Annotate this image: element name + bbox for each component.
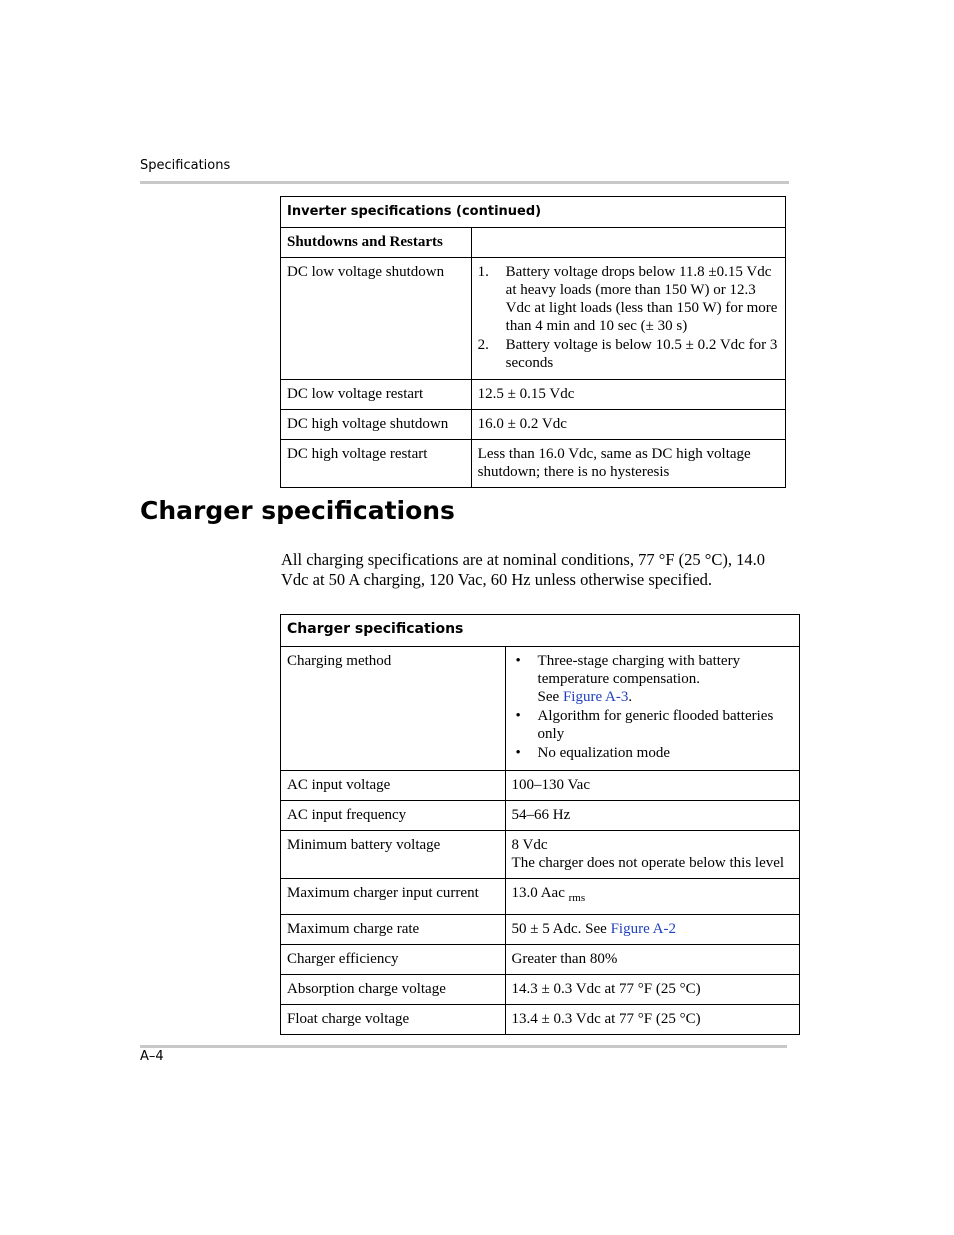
- row-label: DC low voltage shutdown: [281, 258, 472, 380]
- row-label: DC high voltage shutdown: [281, 410, 472, 440]
- table-row: [281, 831, 800, 879]
- list-item: • Algorithm for generic flooded batteries only: [512, 707, 793, 743]
- row-label: DC high voltage restart: [281, 440, 472, 488]
- row-label: Charger efficiency: [281, 945, 506, 975]
- row-value: 50 ± 5 Adc. See Figure A-2: [505, 915, 799, 945]
- row-value: 14.3 ± 0.3 Vdc at 77 °F (25 °C): [505, 975, 799, 1005]
- bullet-icon: •: [515, 653, 521, 669]
- row-value: 100–130 Vac: [505, 771, 799, 801]
- row-label: DC low voltage restart: [281, 380, 472, 410]
- table-row: [281, 380, 786, 410]
- row-value: [505, 647, 799, 771]
- rms-subscript: rms: [568, 892, 586, 904]
- row-value: 8 Vdc The charger does not operate below this level: [505, 831, 799, 879]
- figure-a2-link[interactable]: Figure A-2: [610, 921, 677, 937]
- group-heading: Shutdowns and Restarts: [281, 228, 472, 258]
- table-row: [281, 647, 800, 771]
- charger-spec-table: [280, 614, 800, 1035]
- row-value: 16.0 ± 0.2 Vdc: [471, 410, 785, 440]
- row-value: Less than 16.0 Vdc, same as DC high voltage shutdown; there is no hysteresis: [471, 440, 785, 488]
- footer-rule: [140, 1045, 787, 1048]
- table-row: [281, 915, 800, 945]
- numbered-list: [478, 263, 779, 372]
- row-value: 54–66 Hz: [505, 801, 799, 831]
- table-row: [281, 879, 800, 915]
- bullet-list: [512, 652, 793, 762]
- row-value: Greater than 80%: [505, 945, 799, 975]
- row-value: 13.4 ± 0.3 Vdc at 77 °F (25 °C): [505, 1005, 799, 1035]
- row-label: Maximum charger input current: [281, 879, 506, 915]
- bullet-icon: •: [515, 708, 521, 724]
- page-number: A–4: [140, 1049, 164, 1064]
- row-label: AC input frequency: [281, 801, 506, 831]
- running-head: Specifications: [140, 158, 231, 173]
- table-row: [281, 1005, 800, 1035]
- list-item: • No equalization mode: [512, 744, 793, 762]
- row-label: Float charge voltage: [281, 1005, 506, 1035]
- row-label: Minimum battery voltage: [281, 831, 506, 879]
- table-row: [281, 771, 800, 801]
- row-value: 13.0 Aac $_{rms}$: [505, 879, 799, 915]
- table-row: [281, 410, 786, 440]
- list-item: • Three-stage charging with battery temperature compensation. See Figure A-3.: [512, 652, 793, 706]
- table-row: [281, 975, 800, 1005]
- row-value: [471, 258, 785, 380]
- row-value: 12.5 ± 0.15 Vdc: [471, 380, 785, 410]
- table-caption: Charger specifications: [281, 615, 800, 647]
- bullet-icon: •: [515, 745, 521, 761]
- section-title: Charger specifications: [140, 496, 455, 525]
- group-heading-blank: [471, 228, 785, 258]
- row-label: Charging method: [281, 647, 506, 771]
- inverter-spec-table: [280, 196, 786, 488]
- row-label: AC input voltage: [281, 771, 506, 801]
- table-row: [281, 258, 786, 380]
- list-item: 2. Battery voltage is below 10.5 ± 0.2 Vdc for 3 seconds: [477, 337, 778, 371]
- header-rule: [140, 181, 789, 184]
- figure-a3-link[interactable]: Figure A-3: [562, 689, 629, 705]
- table-caption: Inverter specifications (continued): [281, 197, 786, 228]
- row-label: Maximum charge rate: [281, 915, 506, 945]
- table-row: [281, 945, 800, 975]
- section-intro: All charging specifications are at nominal conditions, 77 °F (25 °C), 14.0 Vdc at 50 A charging, 120 Vac, 60 Hz unless otherwise specified.: [281, 550, 765, 589]
- row-label: Absorption charge voltage: [281, 975, 506, 1005]
- table-row: [281, 801, 800, 831]
- table-row: [281, 440, 786, 488]
- list-item: 1. Battery voltage drops below 11.8 ±0.15 Vdc at heavy loads (more than 150 W) or 12.3 Vdc at light loads (less than 150 W) for more than 4 min and 10 sec (± 30 s): [477, 264, 778, 334]
